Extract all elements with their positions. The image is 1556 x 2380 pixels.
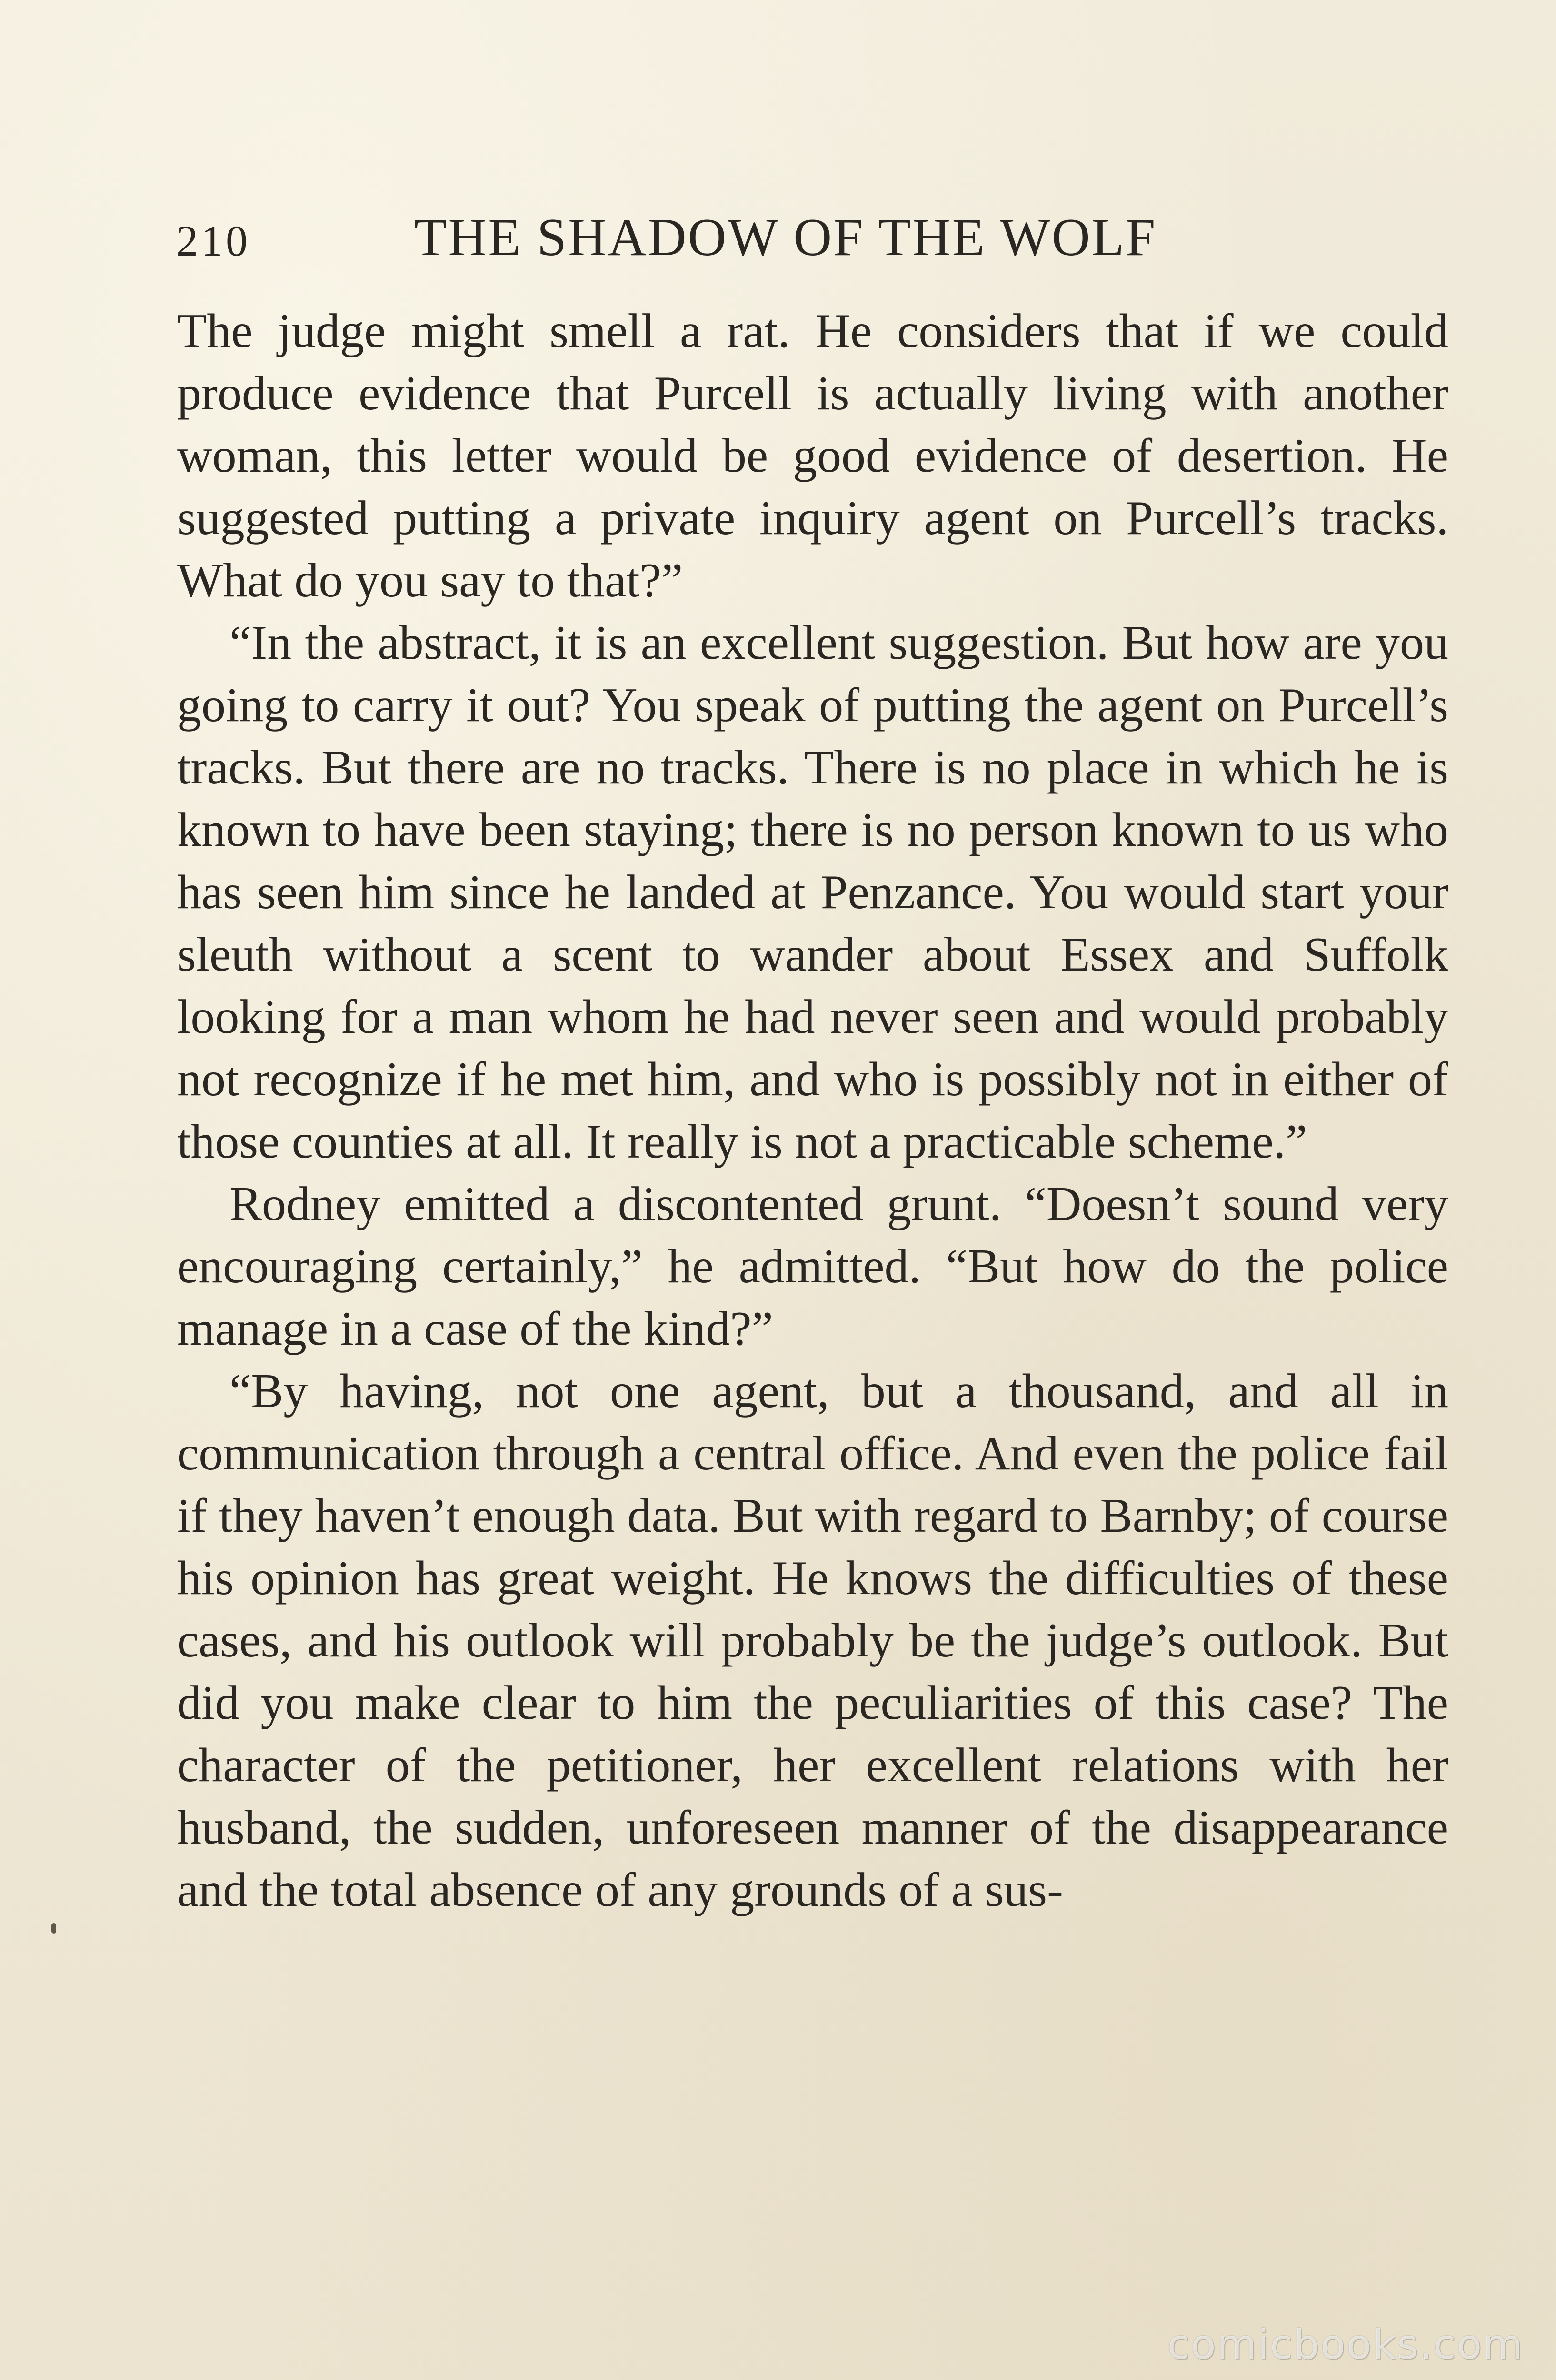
body-text [177,300,1448,1921]
running-head [176,207,1452,283]
watermark-logo: comicbooks.com [1167,2321,1524,2369]
paragraph-2: “In the abstract, it is an excellent suggestion. But how are you going to carry it out? You speak of putting the agent on Purcell’s tracks. But there are no tracks. There is no place in which he is known to have been staying; there is no person known to us who has seen him since he landed at Penzance. You would start your sleuth without a scent to wander about Essex and Suffolk looking for a man whom he had never seen and would probably not recognize if he met him, and who is possibly not in either of those counties at all. It really is not a practicable scheme.” [177,616,1448,1169]
paragraph-4: “By having, not one agent, but a thousand, and all in communication through a central office. And even the police fail if they haven’t enough data. But with regard to Barnby; of course his opinion has great weight. He knows the difficulties of these cases, and his outlook will probably be the judge’s outlook. But did you make clear to him the peculiarities of this case? The character of the petitioner, her excellent relations with her husband, the sudden, unforeseen manner of the disappearance and the total absence of any grounds of a sus- [177,1364,1448,1917]
page-number: 210 [176,217,250,265]
paragraph-1: The judge might smell a rat. He considers that if we could produce evidence that Purcell is actually living with another woman, this letter would be good evidence of desertion. He suggested putting a private inquiry agent on Purcell’s tracks. What do you say to that?” [177,304,1448,607]
paragraph-3: Rodney emitted a discontented grunt. “Doesn’t sound very encouraging certainly,” he admitted. “But how do the police manage in a case of the kind?” [177,1177,1448,1356]
ink-speck [51,1923,56,1934]
running-title: THE SHADOW OF THE WOLF [414,208,1157,267]
